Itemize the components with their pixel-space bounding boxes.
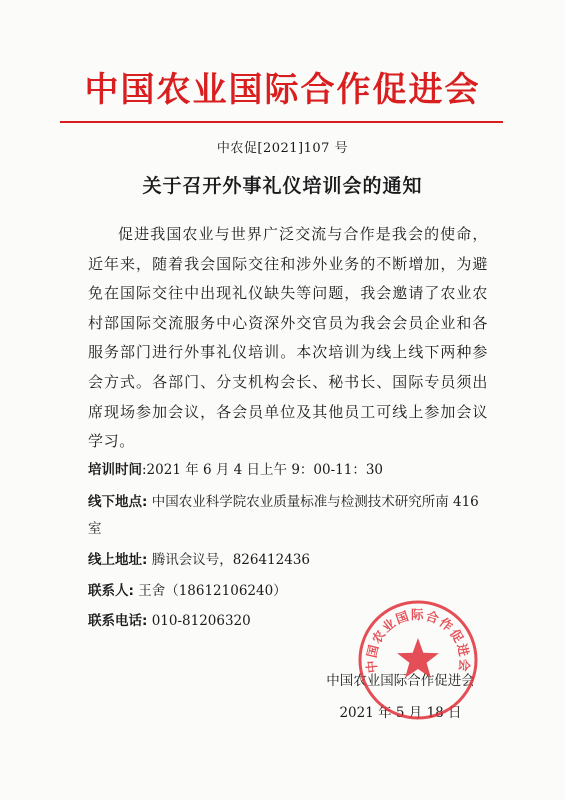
notice-body-paragraph: 促进我国农业与世界广泛交流与合作是我会的使命，近年来，随着我会国际交往和涉外业务的不断增加，为避免在国际交往中出现礼仪缺失等问题，我会邀请了农业农村部国际交流服务中心资深外交官员为我会会员企业和各服务部门进行外事礼仪培训。本次培训为线上线下两种参会方式。各部门、分支机构会长、秘书长、国际专员须出席现场参加会议，各会员单位及其他员工可线上参加会议学习。 <box>88 225 488 451</box>
seal-arc-text: 中国农业国际合作促进会 <box>363 607 473 674</box>
signature-date: 2021 年 5 月 18 日 <box>339 705 462 721</box>
offline-location-line <box>88 489 488 543</box>
seal-star-icon <box>397 638 439 678</box>
document-title: 关于召开外事礼仪培训会的通知 <box>142 175 423 197</box>
online-address-line <box>88 547 488 574</box>
organization-header-title: 中国农业国际合作促进会 <box>84 70 481 110</box>
online-address-label: 线上地址: <box>88 552 148 568</box>
offline-location-value: 中国农业科学院农业质量标准与检测技术研究所南 416 室 <box>88 494 479 537</box>
training-time-label: 培训时间 <box>88 462 142 478</box>
training-time-line <box>88 457 488 484</box>
signature-organization: 中国农业国际合作促进会 <box>326 673 475 689</box>
contact-person-value: 王舍（18612106240） <box>133 583 287 599</box>
training-time-value: :2021 年 6 月 4 日上午 9：00-11：30 <box>142 462 384 478</box>
contact-person-label: 联系人: <box>88 583 134 599</box>
header-red-rule <box>60 121 503 123</box>
document-number: 中农促[2021]107 号 <box>216 141 349 156</box>
official-seal-stamp <box>356 598 480 722</box>
contact-phone-label: 联系电话: <box>88 613 148 629</box>
offline-location-label: 线下地点: <box>88 494 148 510</box>
contact-phone-value: 010-81206320 <box>147 613 251 629</box>
online-address-value: 腾讯会议号，826412436 <box>147 552 310 568</box>
